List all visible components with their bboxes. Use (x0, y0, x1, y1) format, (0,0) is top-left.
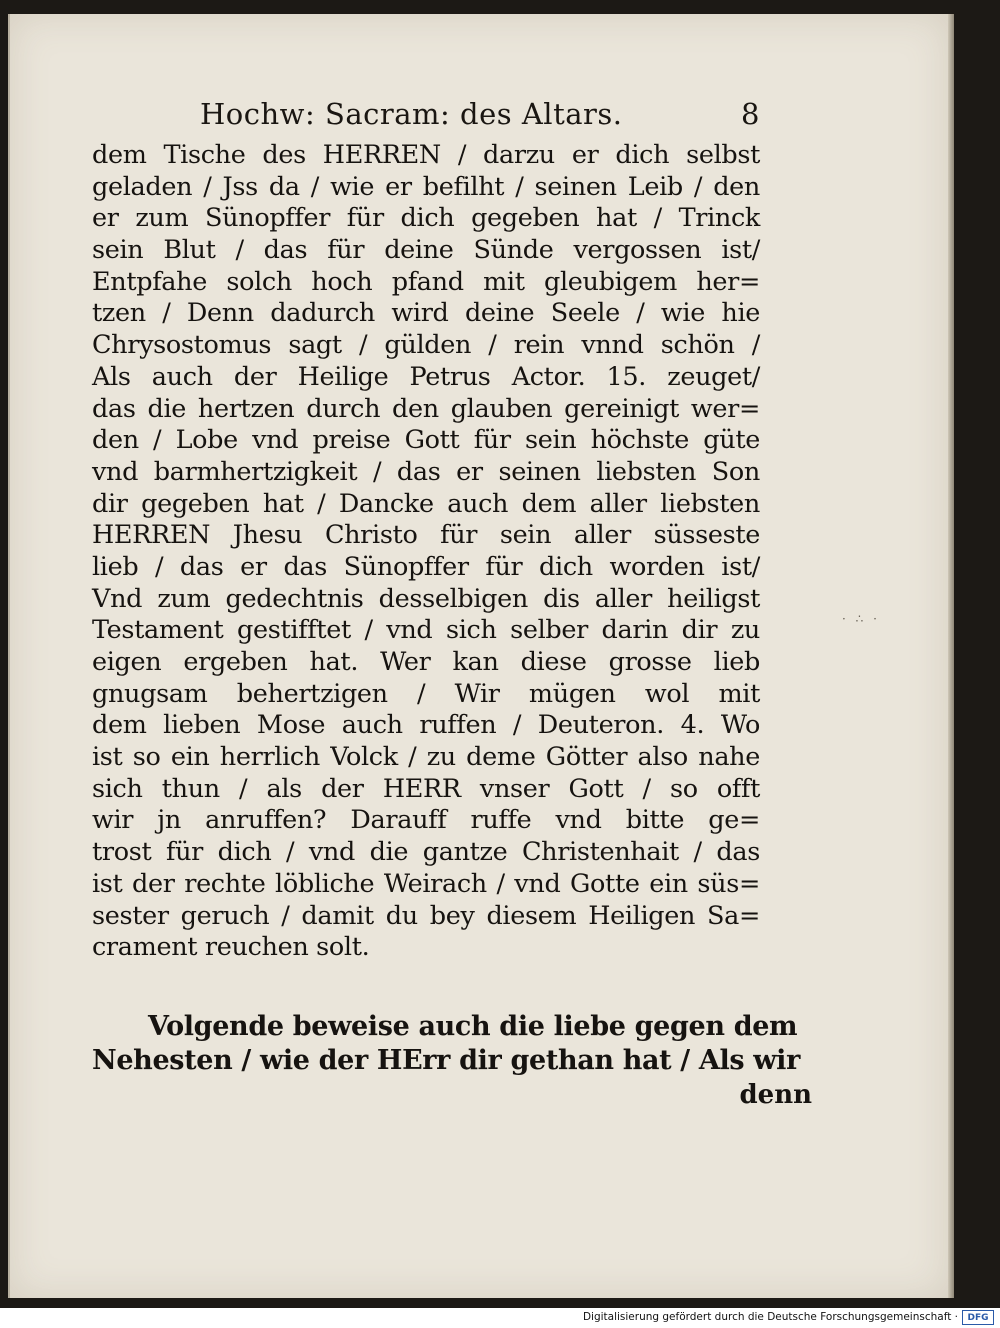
text-line: Volgende beweise auch die liebe gegen dem (148, 1011, 798, 1042)
footer-bar (0, 1308, 1000, 1328)
text-line: trost für dich / vnd die gantze Christenhait / das (92, 837, 760, 868)
text-line: dem Tische des HERREN / darzu er dich selbst (92, 140, 760, 170)
running-head (200, 97, 760, 137)
text-line: ist so ein herrlich Volck / zu deme Götter also nahe (92, 742, 760, 773)
paragraph-1 (92, 140, 760, 964)
text-line: geladen / Jss da / wie er befilht / seinen Leib / den (92, 171, 760, 202)
catchword: denn (739, 1080, 812, 1110)
text-line: sein Blut / das für deine Sünde vergossen ist/ (92, 235, 760, 266)
text-line: das die hertzen durch den glauben gereinigt wer= (92, 393, 760, 424)
text-line: Testament gestifftet / vnd sich selber darin dir zu (92, 615, 760, 646)
text-line: wir jn anruffen? Darauff ruffe vnd bitte ge= (92, 805, 760, 836)
text-line: Als auch der Heilige Petrus Actor. 15. zeuget/ (92, 361, 760, 392)
text-line: eigen ergeben hat. Wer kan diese grosse lieb (92, 647, 760, 677)
paragraph-2 (92, 1010, 800, 1078)
text-line: er zum Sünopffer für dich gegeben hat / Trinck (92, 203, 760, 234)
text-line: gnugsam behertzigen / Wir mügen wol mit (92, 678, 760, 709)
text-line: dem lieben Mose auch ruffen / Deuteron. 4. Wo (92, 710, 760, 741)
text-line: den / Lobe vnd preise Gott für sein höchste güte (92, 425, 760, 456)
dfg-logo-icon: DFG (962, 1310, 994, 1325)
text-line: HERREN Jhesu Christo für sein aller süsseste (92, 520, 760, 551)
text-line: Entpfahe solch hoch pfand mit gleubigem her= (92, 266, 760, 297)
text-line: lieb / das er das Sünopffer für dich worden ist/ (92, 551, 760, 582)
text-line: tzen / Denn dadurch wird deine Seele / wie hie (92, 298, 760, 329)
text-line: vnd barmhertzigkeit / das er seinen liebsten Son (92, 456, 760, 487)
text-line: Nehesten / wie der HErr dir gethan hat / Als wir (92, 1045, 800, 1076)
text-line: sester geruch / damit du bey diesem Heiligen Sa= (92, 900, 760, 931)
text-line: crament reuchen solt. (92, 932, 370, 963)
text-line: ist der rechte löbliche Weirach / vnd Gotte ein süs= (92, 868, 760, 899)
running-title: Hochw: Sacram: des Altars. (200, 97, 623, 131)
funding-credit: Digitalisierung gefördert durch die Deutsche Forschungsgemeinschaft · (582, 1311, 958, 1323)
page-number: 8 (741, 97, 760, 131)
text-line: dir gegeben hat / Dancke auch dem aller liebsten (92, 488, 760, 519)
ink-speck: · ∴ · (842, 612, 880, 626)
text-line: Vnd zum gedechtnis desselbigen dis aller heiligst (92, 583, 760, 614)
text-line: sich thun / als der HERR vnser Gott / so offt (92, 773, 760, 804)
text-line: Chrysostomus sagt / gülden / rein vnnd schön / (92, 330, 760, 361)
